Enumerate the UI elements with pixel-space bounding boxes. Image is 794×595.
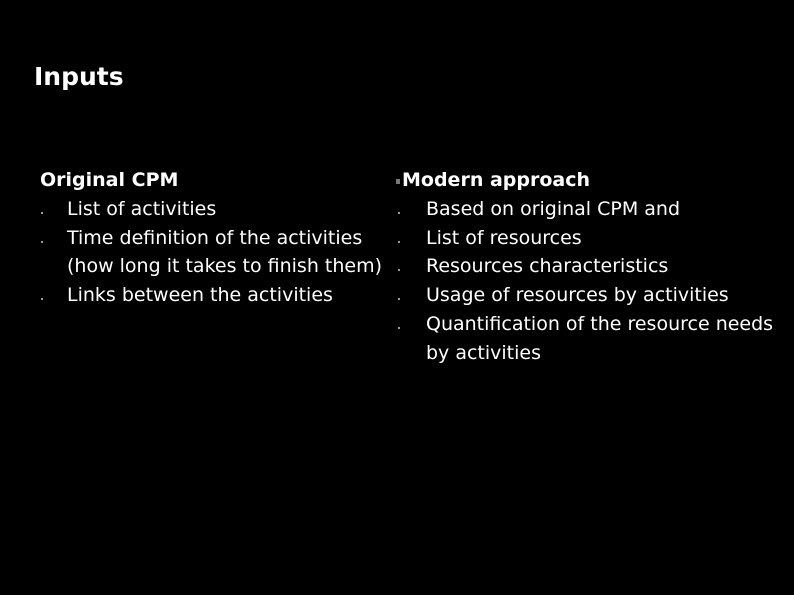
bullet-icon [398, 327, 400, 329]
list-item [396, 224, 788, 253]
modern-approach-heading-row [396, 166, 788, 195]
bullet-icon [398, 298, 400, 300]
list-item-text: List of activities [67, 197, 217, 220]
list-item-text: Links between the activities [67, 284, 333, 307]
list-item-text: Time definition of the activities (how long it takes to finish them) [67, 226, 383, 278]
heading-marker-icon [396, 179, 400, 184]
modern-approach-column [396, 166, 788, 368]
list-item [40, 195, 385, 224]
list-item-text: Quantification of the resource needs by activities [426, 312, 774, 364]
original-cpm-list [40, 195, 385, 310]
bullet-icon [41, 241, 43, 243]
modern-approach-list [396, 195, 788, 368]
list-item-text: List of resources [426, 226, 582, 249]
list-item-text: Based on original CPM and [426, 197, 681, 220]
list-item [40, 224, 385, 282]
bullet-icon [398, 212, 400, 214]
list-item [40, 281, 385, 310]
list-item-text: Resources characteristics [426, 255, 669, 278]
list-item [396, 252, 788, 281]
list-item [396, 310, 788, 368]
bullet-icon [41, 212, 43, 214]
bullet-icon [398, 241, 400, 243]
slide-title: Inputs [34, 62, 124, 91]
original-cpm-column [40, 166, 385, 310]
bullet-icon [41, 298, 43, 300]
original-cpm-heading: Original CPM [40, 169, 179, 191]
list-item [396, 281, 788, 310]
modern-approach-heading: Modern approach [402, 169, 591, 191]
list-item-text: Usage of resources by activities [426, 284, 729, 307]
bullet-icon [398, 269, 400, 271]
list-item [396, 195, 788, 224]
